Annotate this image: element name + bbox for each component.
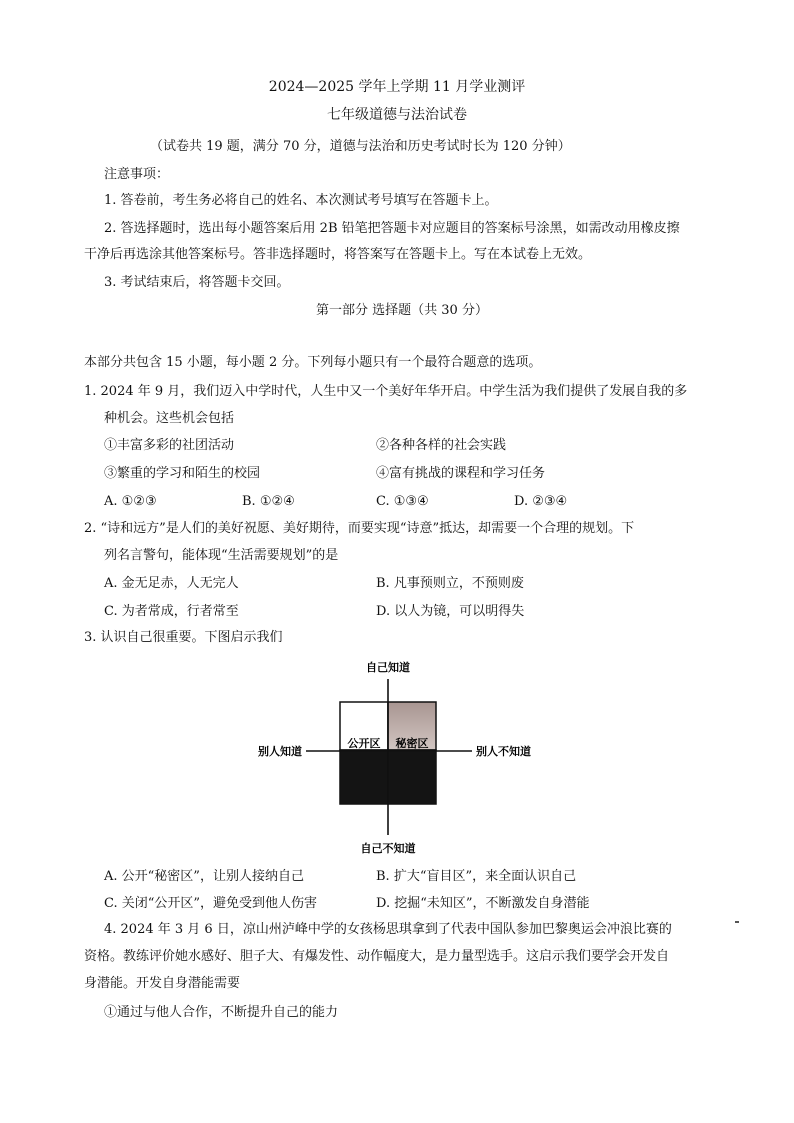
note-item: 2. 答选择题时，选出每小题答案后用 2B 铅笔把答题卡对应题目的答案标号涂黑，如需改动用橡皮擦 [104, 221, 680, 236]
note-item: 干净后再选涂其他答案标号。答非选择题时，将答案写在答题卡上。写在本试卷上无效。 [84, 247, 592, 262]
label-others-known: 别人知道 [258, 745, 302, 758]
open-area-label: 公开区 [347, 737, 381, 750]
q1-statement-4: ④富有挑战的课程和学习任务 [376, 466, 546, 481]
label-others-unknown: 别人不知道 [476, 745, 531, 758]
scan-speck [735, 921, 739, 923]
q1-option-a: A. ①②③ [104, 494, 157, 509]
q2-option-a: A. 金无足赤，人无完人 [104, 576, 239, 591]
blind-quadrant [340, 750, 388, 804]
secret-area-label: 秘密区 [395, 737, 429, 750]
q1-option-b: B. ①②④ [242, 494, 295, 509]
unknown-quadrant [388, 750, 436, 804]
note-item: 1. 答卷前，考生务必将自己的姓名、本次测试考号填写在答题卡上。 [104, 193, 498, 208]
q1-stem: 1. 2024 年 9 月，我们迈入中学时代，人生中又一个美好年华开启。中学生活为我们提供了发展自我的多 [84, 384, 688, 399]
q2-stem: 2. “诗和远方”是人们的美好祝愿、美好期待，而要实现“诗意”抵达，却需要一个合理的规划。下 [84, 521, 635, 536]
q3-option-a: A. 公开“秘密区”，让别人接纳自己 [104, 869, 304, 884]
label-self-unknown: 自己不知道 [360, 842, 416, 855]
q1-statement-1: ①丰富多彩的社团活动 [104, 438, 235, 453]
q1-statement-3: ③繁重的学习和陌生的校园 [104, 466, 261, 481]
q2-stem-cont: 列名言警句，能体现“生活需要规划”的是 [104, 548, 339, 563]
q3-option-d: D. 挖掘“未知区”，不断激发自身潜能 [376, 896, 590, 911]
q2-option-d: D. 以人为镜，可以明得失 [376, 604, 525, 619]
q4-stem-cont-2: 身潜能。开发自身潜能需要 [84, 976, 241, 991]
section-title: 第一部分 选择题（共 30 分） [316, 303, 488, 318]
q4-stem: 4. 2024 年 3 月 6 日，凉山州泸峰中学的女孩杨思琪拿到了代表中国队参加巴黎奥运会冲浪比赛的 [104, 922, 672, 937]
q4-stem-cont: 资格。教练评价她水感好、胆子大、有爆发性、动作幅度大，是力量型选手。这启示我们要学会开发自 [84, 949, 670, 964]
notes-heading: 注意事项： [104, 167, 170, 182]
q1-statement-2: ②各种各样的社会实践 [376, 438, 507, 453]
exam-subtitle: 七年级道德与法治试卷 [327, 107, 467, 123]
section-intro: 本部分共包含 15 小题，每小题 2 分。下列每小题只有一个最符合题意的选项。 [84, 355, 542, 370]
label-self-known: 自己知道 [366, 661, 410, 674]
q3-option-b: B. 扩大“盲目区”，来全面认识自己 [376, 869, 577, 884]
q1-option-c: C. ①③④ [376, 494, 429, 509]
q2-option-b: B. 凡事预则立，不预则废 [376, 576, 524, 591]
q3-option-c: C. 关闭“公开区”，避免受到他人伤害 [104, 896, 318, 911]
exam-title: 2024—2025 学年上学期 11 月学业测评 [268, 79, 526, 95]
q2-option-c: C. 为者常成，行者常至 [104, 604, 239, 619]
note-item: 3. 考试结束后，将答题卡交回。 [104, 275, 290, 290]
q1-option-d: D. ②③④ [514, 494, 568, 509]
q4-statement-1: ①通过与他人合作，不断提升自己的能力 [104, 1005, 339, 1020]
exam-info: （试卷共 19 题，满分 70 分，道德与法治和历史考试时长为 120 分钟） [150, 139, 571, 154]
q1-stem-cont: 种机会。这些机会包括 [104, 411, 235, 426]
johari-window-diagram [250, 655, 550, 860]
q3-stem: 3. 认识自己很重要。下图启示我们 [84, 630, 283, 645]
